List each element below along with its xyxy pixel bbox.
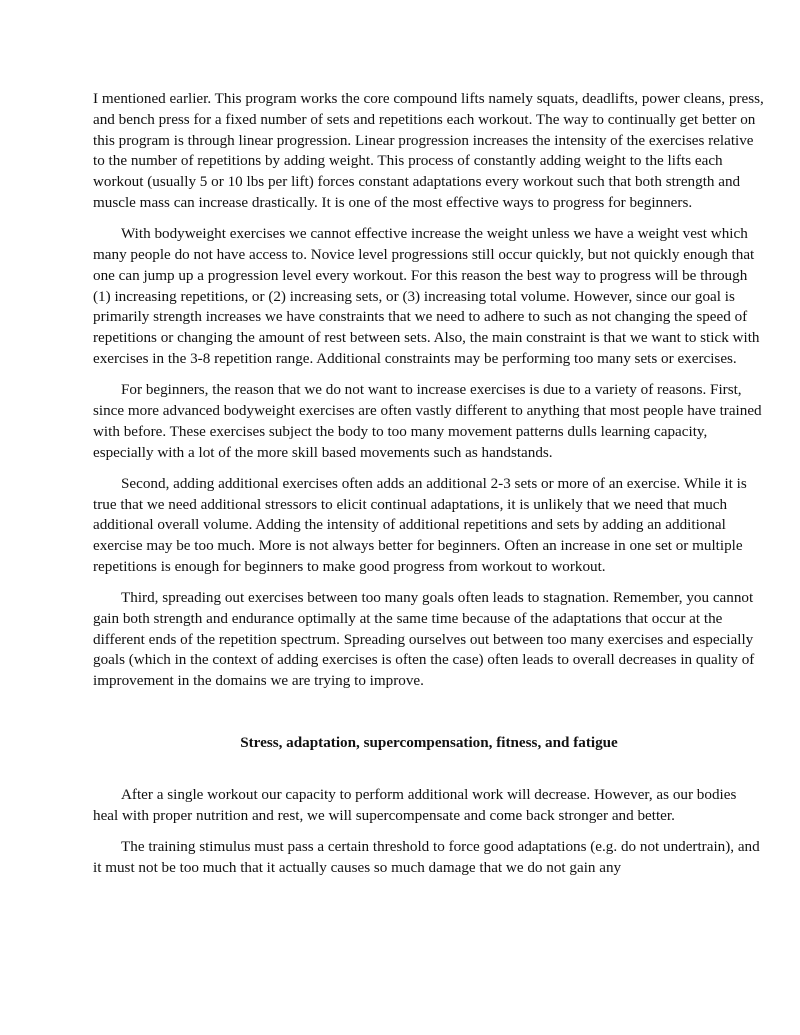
body-paragraph: The training stimulus must pass a certain threshold to force good adaptations (e.g. do not undertrain), and it must not be too much that it actually causes so much damage that we do not gain any bbox=[93, 838, 760, 877]
body-paragraph: After a single workout our capacity to perform additional work will decrease. However, as our bodies heal with proper nutrition and rest, we will supercompensate and come back stronger and better. bbox=[93, 786, 737, 825]
page-body bbox=[93, 89, 765, 889]
section-heading: Stress, adaptation, supercompensation, fitness, and fatigue bbox=[240, 734, 618, 752]
body-paragraph: For beginners, the reason that we do not want to increase exercises is due to a variety of reasons. First, since more advanced bodyweight exercises are often vastly different to anything that most people have trained with before. These exercises subject the body to too many movement patterns dulls learning capacity, especially with a lot of the more skill based movements such as handstands. bbox=[93, 381, 762, 461]
spacer bbox=[93, 702, 765, 733]
body-paragraph: Second, adding additional exercises often adds an additional 2-3 sets or more of an exercise. While it is true that we need additional stressors to elicit continual adaptations, it is unlikely that we need that much additional overall volume. Adding the intensity of additional repetitions and sets by adding an additional exercise may be too much. More is not always better for beginners. Often an increase in one set or multiple repetitions is enough for beginners to make good progress from workout to workout. bbox=[93, 474, 747, 575]
body-paragraph: With bodyweight exercises we cannot effective increase the weight unless we have a weight vest which many people do not have access to. Novice level progressions still occur quickly, but not quickly enough that one can jump up a progression level every workout. For this reason the best way to progress will be through (1) increasing repetitions, or (2) increasing sets, or (3) increasing total volume. However, since our goal is primarily strength increases we have constraints that we need to adhere to such as not changing the speed of repetitions or changing the amount of rest between sets. Also, the main constraint is that we want to stick with exercises in the 3-8 repetition range. Additional constraints may be performing too many sets or exercises. bbox=[93, 225, 760, 367]
body-paragraph: I mentioned earlier. This program works the core compound lifts namely squats, deadlifts, power cleans, press, and bench press for a fixed number of sets and repetitions each workout. The way to continually get better on this program is through linear progression. Linear progression increases the intensity of the exercises relative to the number of repetitions by adding weight. This process of constantly adding weight to the lifts each workout (usually 5 or 10 lbs per lift) forces constant adaptations every workout such that both strength and muscle mass can increase drastically. It is one of the most effective ways to progress for beginners. bbox=[93, 90, 764, 211]
body-paragraph: Third, spreading out exercises between too many goals often leads to stagnation. Remember, you cannot gain both strength and endurance optimally at the same time because of the adaptations that occur at the different ends of the repetition spectrum. Spreading ourselves out between too many exercises and especially goals (which in the context of adding exercises is often the case) often leads to overall decreases in quality of improvement in the domains we are trying to improve. bbox=[93, 589, 755, 690]
spacer bbox=[93, 754, 765, 785]
